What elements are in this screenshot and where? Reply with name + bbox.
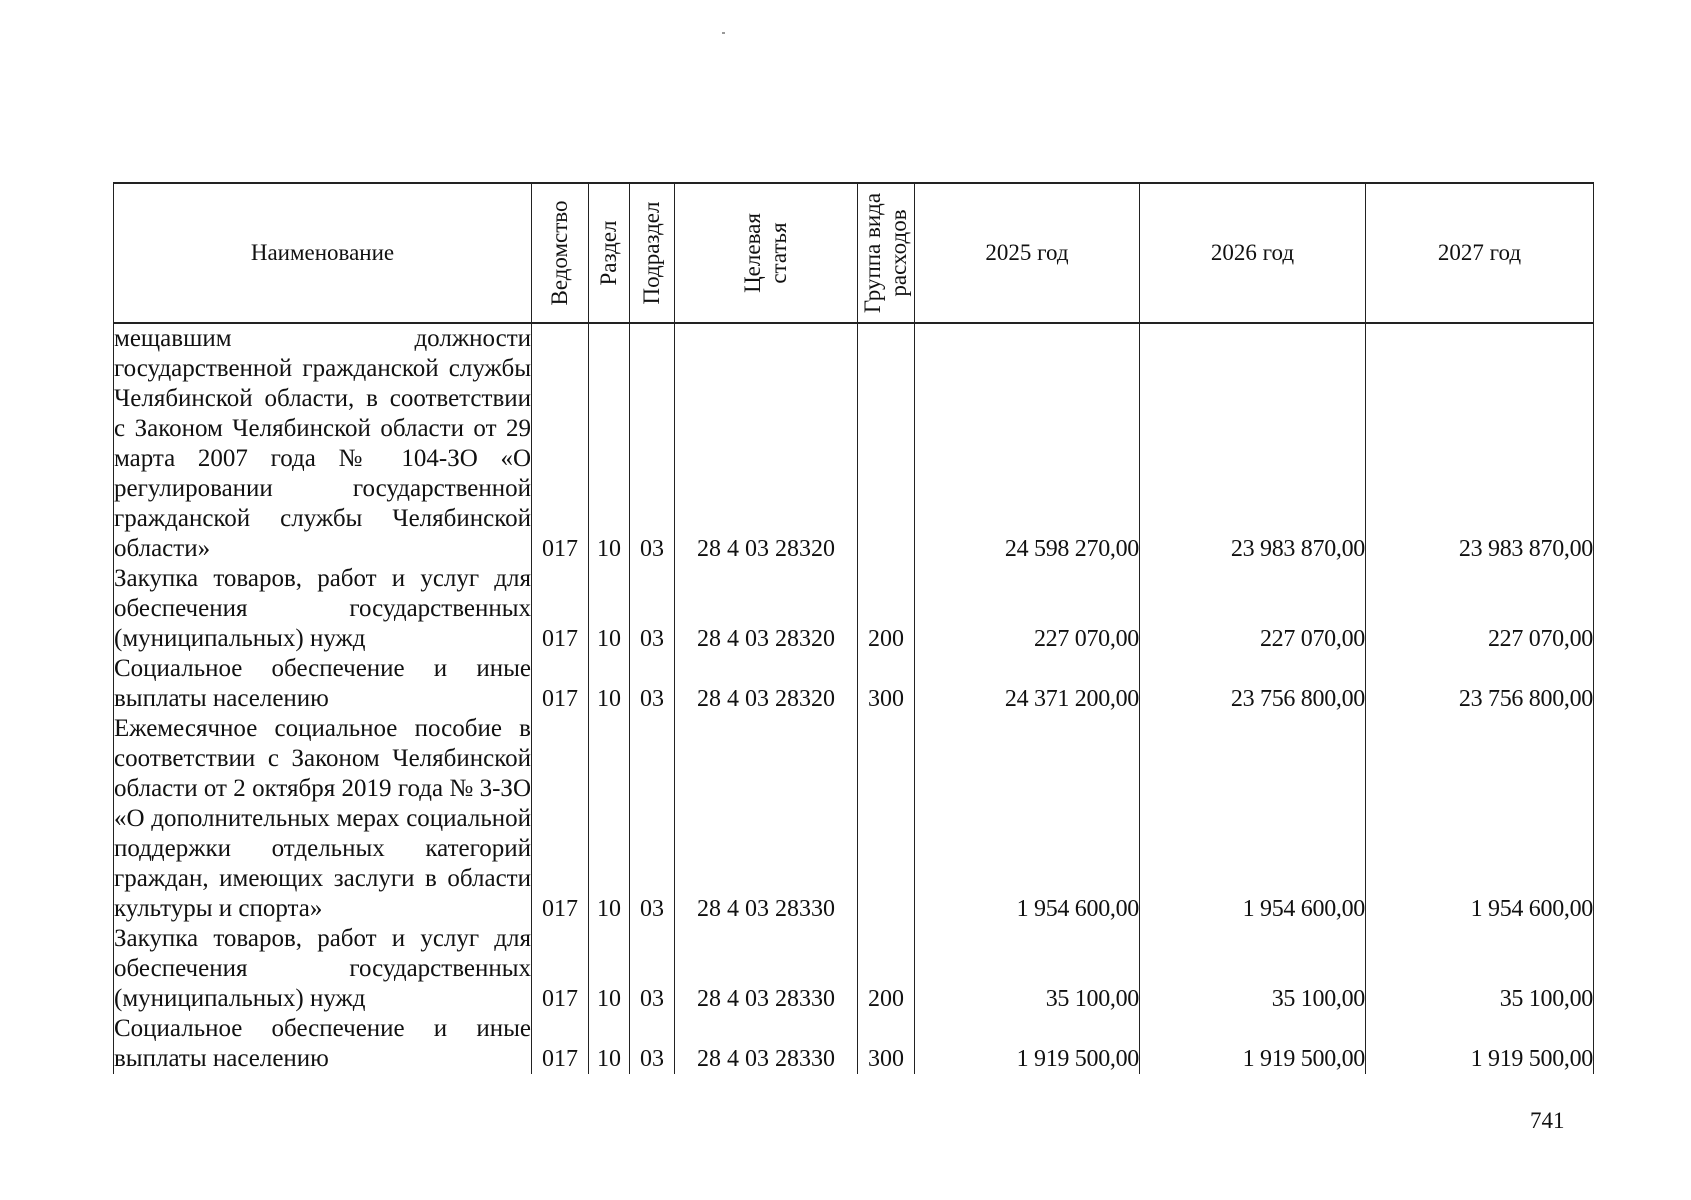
row-2027: 23 756 800,00: [1366, 654, 1594, 714]
row-2027: 23 983 870,00: [1366, 323, 1594, 564]
row-2027: 1 954 600,00: [1366, 714, 1594, 924]
header-name: Наименование: [114, 183, 532, 323]
row-name: Социальное обеспечение и иные выплаты населению: [114, 1015, 531, 1072]
row-subsection: 03: [630, 564, 675, 654]
table-row: [114, 714, 1594, 924]
budget-table: [113, 182, 1594, 1074]
table-row: [114, 654, 1594, 714]
row-department: 017: [532, 714, 589, 924]
row-section: 10: [589, 1014, 630, 1074]
header-subsection: Подраздел: [630, 183, 675, 323]
row-name: Социальное обеспечение и иные выплаты населению: [114, 655, 531, 712]
row-subsection: 03: [630, 1014, 675, 1074]
row-department: 017: [532, 924, 589, 1014]
row-subsection: 03: [630, 714, 675, 924]
row-expense-group: [858, 323, 915, 564]
row-2026: 227 070,00: [1140, 564, 1366, 654]
header-section: Раздел: [589, 183, 630, 323]
header-2026: 2026 год: [1140, 183, 1366, 323]
row-2026: 1 954 600,00: [1140, 714, 1366, 924]
header-department: Ведомство: [532, 183, 589, 323]
scan-speck: [722, 32, 725, 34]
row-expense-group: [858, 714, 915, 924]
row-2027: 227 070,00: [1366, 564, 1594, 654]
table-row: [114, 564, 1594, 654]
row-2025: 24 598 270,00: [915, 323, 1140, 564]
row-target-article: 28 4 03 28320: [675, 564, 858, 654]
row-section: 10: [589, 654, 630, 714]
row-department: 017: [532, 654, 589, 714]
row-department: 017: [532, 564, 589, 654]
row-target-article: 28 4 03 28330: [675, 924, 858, 1014]
row-section: 10: [589, 323, 630, 564]
row-section: 10: [589, 924, 630, 1014]
row-name: Закупка товаров, работ и услуг для обеспечения государственных (муниципальных) нужд: [114, 565, 531, 652]
row-section: 10: [589, 564, 630, 654]
page-number: 741: [1530, 1108, 1565, 1133]
row-name: мещавшим должности государственной гражданской службы Челябинской области, в соответствии с Законом Челябинской области от 29 марта 2007 года № 104-ЗО «О регулировании государственной гражданской службы Челябинской области»: [114, 325, 531, 562]
row-2025: 1 954 600,00: [915, 714, 1140, 924]
row-section: 10: [589, 714, 630, 924]
table-row: [114, 924, 1594, 1014]
row-2026: 1 919 500,00: [1140, 1014, 1366, 1074]
row-2025: 24 371 200,00: [915, 654, 1140, 714]
row-2026: 35 100,00: [1140, 924, 1366, 1014]
row-2026: 23 983 870,00: [1140, 323, 1366, 564]
row-subsection: 03: [630, 654, 675, 714]
row-name: Закупка товаров, работ и услуг для обеспечения государственных (муниципальных) нужд: [114, 925, 531, 1012]
row-name: Ежемесячное социальное пособие в соответствии с Законом Челябинской области от 2 октября 2019 года № 3-ЗО «О дополнительных мерах социальной поддержки отдельных категорий граждан, имеющих заслуги в области культуры и спорта»: [114, 715, 531, 922]
row-target-article: 28 4 03 28320: [675, 654, 858, 714]
header-expense-group: Группа вида расходов: [858, 183, 915, 323]
row-expense-group: 200: [858, 924, 915, 1014]
row-target-article: 28 4 03 28330: [675, 1014, 858, 1074]
row-subsection: 03: [630, 924, 675, 1014]
row-2027: 1 919 500,00: [1366, 1014, 1594, 1074]
row-expense-group: 300: [858, 1014, 915, 1074]
row-2027: 35 100,00: [1366, 924, 1594, 1014]
row-department: 017: [532, 323, 589, 564]
row-target-article: 28 4 03 28330: [675, 714, 858, 924]
row-expense-group: 300: [858, 654, 915, 714]
table-header-row: [114, 183, 1594, 323]
row-2026: 23 756 800,00: [1140, 654, 1366, 714]
header-2027: 2027 год: [1366, 183, 1594, 323]
table-row: [114, 1014, 1594, 1074]
row-2025: 227 070,00: [915, 564, 1140, 654]
row-expense-group: 200: [858, 564, 915, 654]
row-2025: 1 919 500,00: [915, 1014, 1140, 1074]
row-subsection: 03: [630, 323, 675, 564]
row-department: 017: [532, 1014, 589, 1074]
row-2025: 35 100,00: [915, 924, 1140, 1014]
header-target-article: Целевая статья: [675, 183, 858, 323]
table-row: [114, 323, 1594, 564]
row-target-article: 28 4 03 28320: [675, 323, 858, 564]
header-2025: 2025 год: [915, 183, 1140, 323]
